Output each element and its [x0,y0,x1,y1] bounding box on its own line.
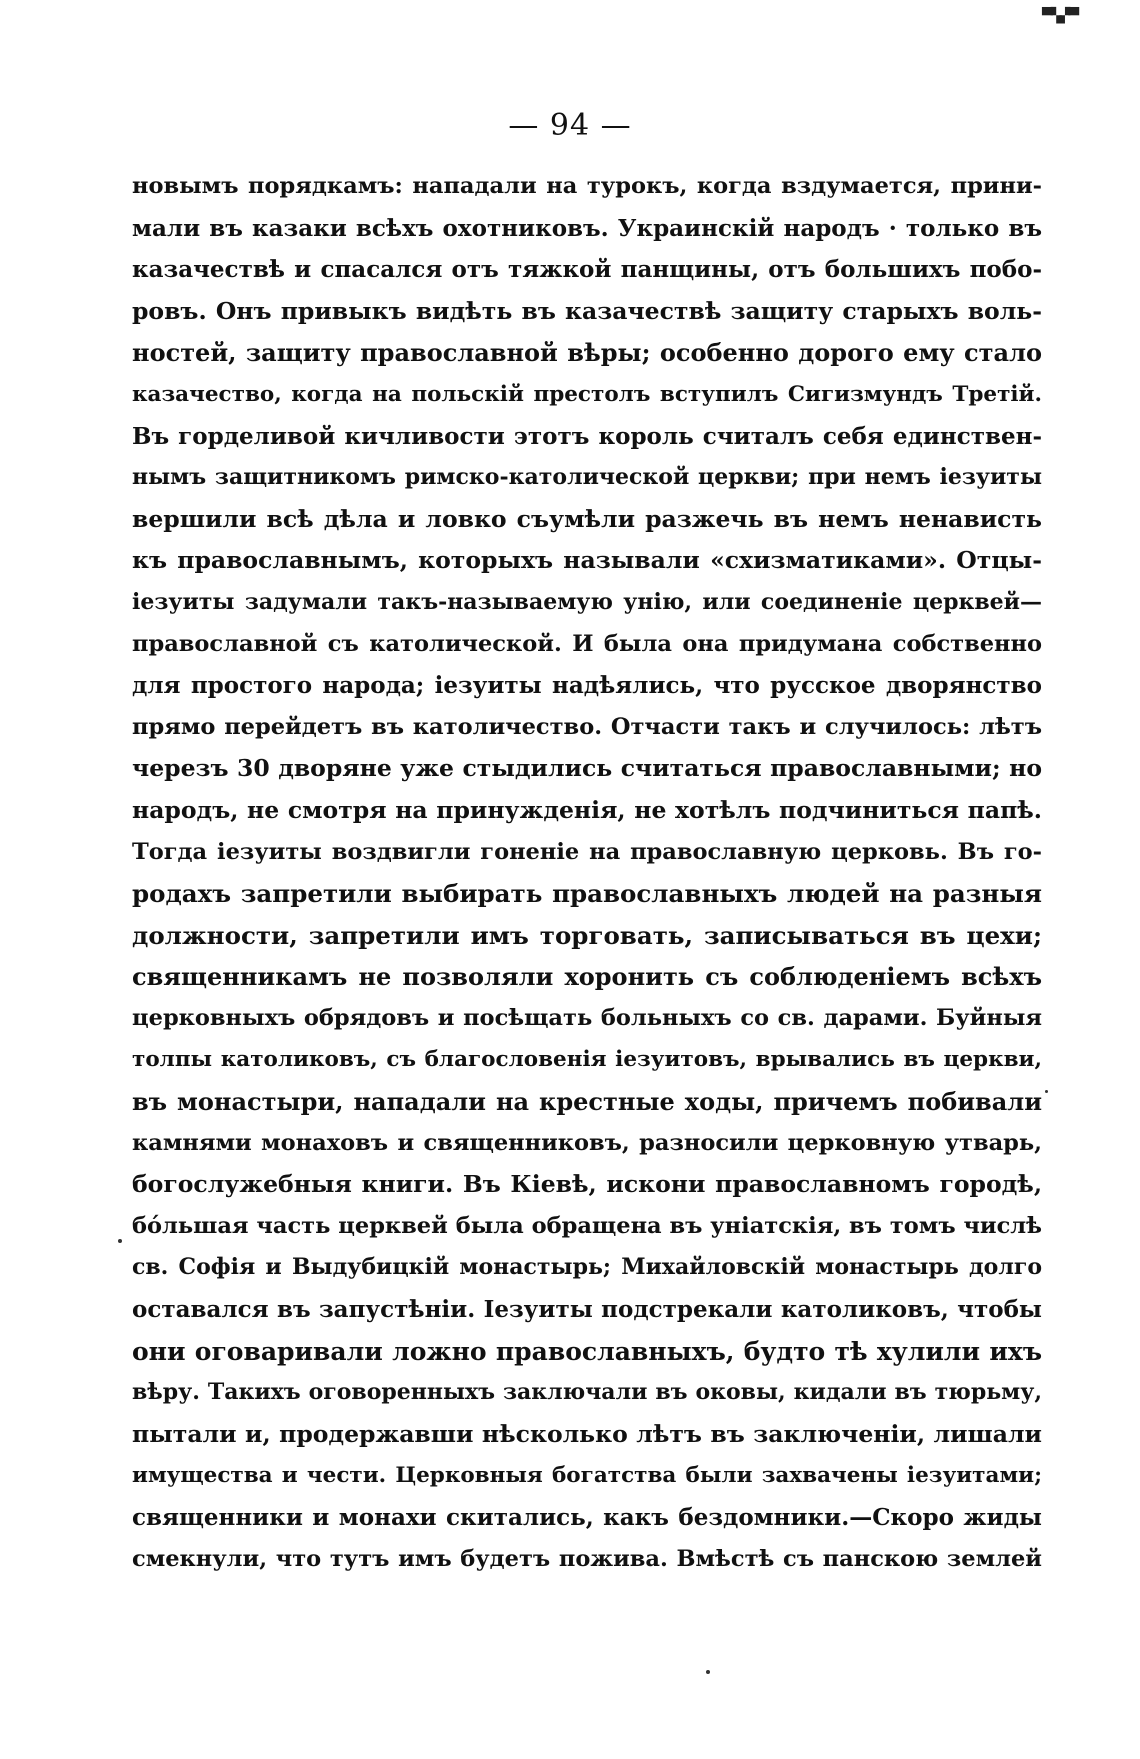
text-line: вершили всѣ дѣла и ловко съумѣли разжечь въ немъ ненависть [132,504,1042,533]
text-line: народъ, не смотря на принужденія, не хотѣлъ подчиниться папѣ. [132,795,1042,824]
text-line: казачество, когда на польскій престолъ вступилъ Сигизмундъ Третій. [132,381,1042,407]
text-line: Тогда іезуиты воздвигли гоненіе на православную церковь. Въ го- [132,838,1042,865]
page-number: — 94 — [508,108,632,143]
text-line: толпы католиковъ, съ благословенія іезуитовъ, врывались въ церкви, [132,1047,1042,1073]
text-line: нымъ защитникомъ римско-католической церкви; при немъ іезуиты [132,464,1042,491]
text-line: къ православнымъ, которыхъ называли «схизматиками». Отцы- [132,546,1042,575]
text-line: имущества и чести. Церковныя богатства были захвачены іезуитами; [132,1463,1042,1489]
ink-speck [706,1670,710,1674]
body-text [132,166,1042,1580]
text-line: въ монастыри, нападали на крестные ходы, причемъ побивали [132,1087,1042,1117]
text-line: богослужебныя книги. Въ Кіевѣ, искони православномъ городѣ, [132,1170,1042,1199]
text-line: бо́льшая часть церквей была обращена въ уніатскія, въ томъ числѣ [132,1212,1042,1239]
text-line: ностей, защиту православной вѣры; особенно дорого ему стало [132,338,1042,368]
text-line: ровъ. Онъ привыкъ видѣть въ казачествѣ защиту старыхъ воль- [132,296,1042,325]
ink-speck [1045,1090,1048,1093]
text-line: священникамъ не позволяли хоронить съ соблюденіемъ всѣхъ [132,962,1042,992]
text-line: черезъ 30 дворяне уже стыдились считаться православными; но [132,754,1042,783]
ink-speck [118,1239,122,1243]
text-line: Въ горделивой кичливости этотъ король считалъ себя единствен- [132,422,1042,450]
text-line: они оговаривали ложно православныхъ, будто тѣ хулили ихъ [132,1336,1042,1366]
text-line: оставался въ запустѣніи. Іезуиты подстрекали католиковъ, чтобы [132,1296,1042,1324]
text-line: родахъ запретили выбирать православныхъ людей на разныя [132,879,1042,909]
corner-stamp-mark: ▀▚▞▀ [1042,8,1078,24]
text-line: православной съ католической. И была она придумана собственно [132,630,1042,657]
text-line: должности, запретили имъ торговать, записываться въ цехи; [132,920,1042,950]
text-line: прямо перейдетъ въ католичество. Отчасти такъ и случилось: лѣтъ [132,713,1042,740]
text-line: священники и монахи скитались, какъ бездомники.—Скоро жиды [132,1504,1042,1531]
text-line: іезуиты задумали такъ-называемую унію, или соединеніе церквей— [132,588,1042,615]
text-line: для простого народа; іезуиты надѣялись, что русское дворянство [132,672,1042,700]
text-line: казачествѣ и спасался отъ тяжкой панщины, отъ большихъ побо- [132,256,1042,284]
text-line: церковныхъ обрядовъ и посѣщать больныхъ со св. дарами. Буйныя [132,1004,1042,1031]
text-line: пытали и, продержавши нѣсколько лѣтъ въ заключеніи, лишали [132,1419,1042,1448]
text-line: камнями монаховъ и священниковъ, разносили церковную утварь, [132,1129,1042,1156]
text-line: смекнули, что тутъ имъ будетъ пожива. Вмѣстѣ съ панскою землей [132,1545,1042,1572]
text-line: новымъ порядкамъ: нападали на турокъ, когда вздумается, прини- [132,173,1042,199]
text-line: вѣру. Такихъ оговоренныхъ заключали въ оковы, кидали въ тюрьму, [132,1379,1042,1406]
text-line: св. Софія и Выдубицкій монастырь; Михайловскій монастырь долго [132,1254,1042,1281]
text-line: мали въ казаки всѣхъ охотниковъ. Украинскій народъ · только въ [132,214,1042,242]
